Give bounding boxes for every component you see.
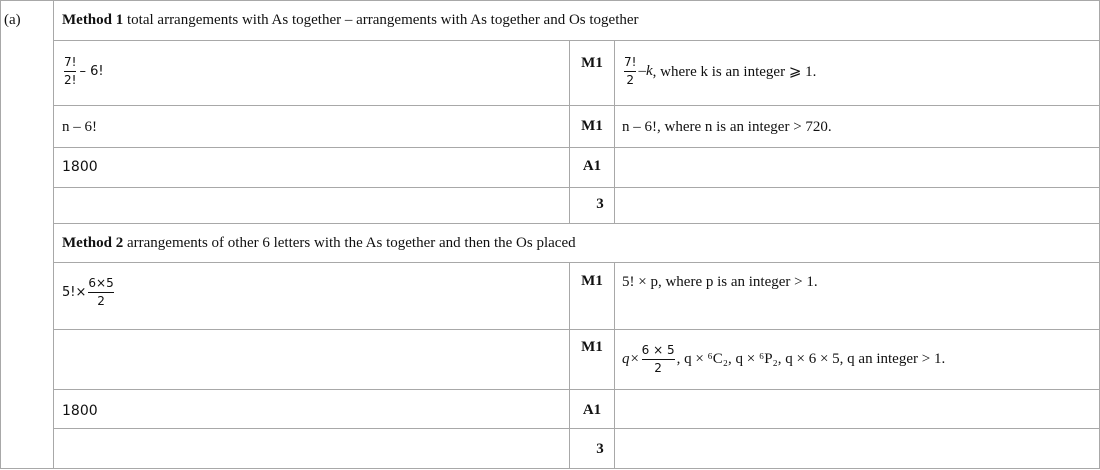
fraction-bar (642, 359, 675, 360)
fraction (88, 276, 113, 309)
note-term: –k (638, 63, 653, 79)
working-prefix: 5!× (62, 285, 87, 300)
fraction-numerator: 7! (624, 55, 637, 69)
method1-row3-working: 1800 (62, 159, 98, 175)
method1-heading-text: total arrangements with As together – arrangements with As together and Os together (127, 12, 639, 28)
method1-heading (62, 11, 639, 29)
column-divider (569, 262, 570, 468)
fraction (64, 55, 76, 88)
fraction-denominator: 2 (654, 361, 662, 375)
fraction-denominator: 2 (626, 73, 635, 87)
working-remainder: – 6! (79, 64, 104, 79)
fraction-bar (624, 71, 636, 72)
row-divider (53, 105, 1100, 106)
table-border-bottom (0, 468, 1100, 469)
method2-heading-bold: Method 2 (62, 235, 124, 251)
fraction-bar (88, 292, 113, 293)
method1-row1-note (622, 55, 816, 88)
method2-row3-mark: A1 (582, 402, 602, 418)
method1-row2-note: n – 6!, where n is an integer > 720. (622, 119, 832, 135)
fraction (642, 343, 675, 376)
method2-row3-working: 1800 (62, 403, 98, 419)
fraction-denominator: 2! (64, 73, 77, 87)
part-label: (a) (4, 12, 21, 28)
method2-total: 3 (596, 441, 604, 457)
method1-row1-mark: M1 (581, 55, 603, 71)
method1-row2-working: n – 6! (62, 119, 97, 135)
fraction-bar (64, 71, 76, 72)
method1-heading-bold: Method 1 (62, 12, 124, 28)
row-divider (53, 187, 1100, 188)
method1-row3-mark: A1 (582, 158, 602, 174)
method2-heading (62, 234, 576, 252)
fraction-numerator: 6×5 (88, 276, 114, 290)
note-text: , where k is an integer ⩾ 1. (652, 64, 817, 80)
row-divider (53, 389, 1100, 390)
method1-total: 3 (596, 196, 604, 212)
row-divider (53, 223, 1100, 224)
row-divider (53, 428, 1100, 429)
column-divider (53, 0, 54, 469)
method2-heading-text: arrangements of other 6 letters with the As together and then the Os placed (127, 235, 576, 251)
method2-row1-note: 5! × p, where p is an integer > 1. (622, 274, 818, 290)
fraction (624, 55, 636, 88)
method2-row2-note (622, 343, 945, 376)
table-border-left (0, 0, 1, 469)
note-text: , q × ⁶C₂, q × ⁶P₂, q × 6 × 5, q an integer > 1. (676, 351, 946, 367)
method1-row1-working (62, 55, 104, 88)
method2-row1-mark: M1 (581, 273, 603, 289)
row-divider (53, 262, 1100, 263)
method2-row1-working (62, 276, 116, 309)
fraction-denominator: 2 (97, 294, 105, 308)
method1-row2-mark: M1 (581, 118, 603, 134)
row-divider (53, 329, 1100, 330)
row-divider (53, 40, 1100, 41)
row-divider (53, 147, 1100, 148)
table-border-top (0, 0, 1100, 1)
fraction-numerator: 7! (64, 55, 77, 69)
note-prefix: q× (622, 351, 640, 367)
fraction-numerator: 6 × 5 (641, 343, 675, 357)
column-divider (614, 262, 615, 468)
method2-row2-mark: M1 (581, 339, 603, 355)
